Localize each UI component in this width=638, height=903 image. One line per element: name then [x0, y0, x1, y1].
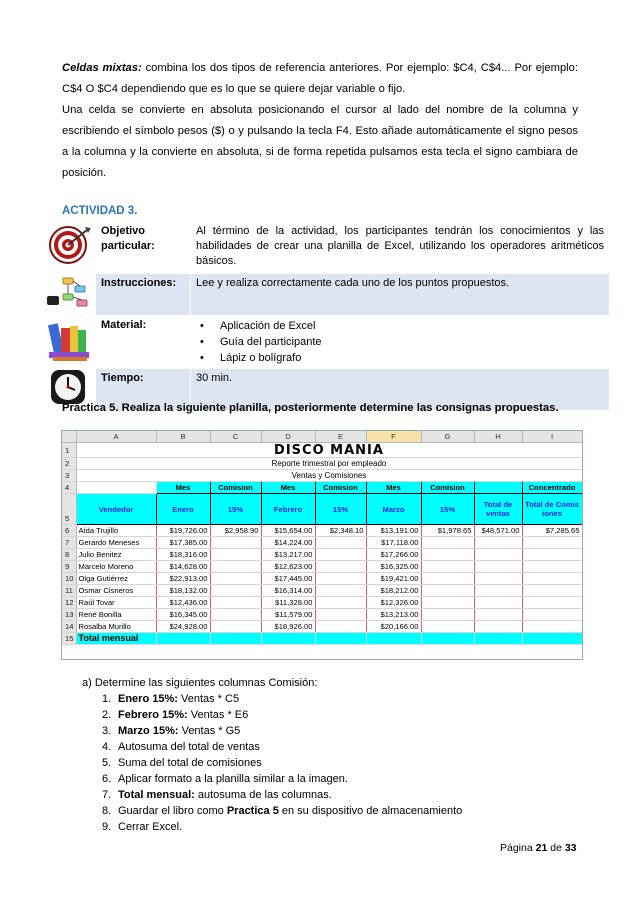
question-pre: Guardar el libro como	[118, 805, 227, 817]
question-text: Cerrar Excel.	[118, 821, 183, 833]
concentrado-header[interactable]: Concentrado	[522, 482, 582, 494]
value-cell[interactable]: $12,623.00	[261, 561, 315, 573]
value-cell[interactable]	[522, 621, 582, 633]
february-header[interactable]: Febrero	[261, 494, 315, 525]
activity-row-instructions	[41, 274, 610, 316]
month-header[interactable]: Mes	[261, 482, 315, 494]
question-text: autosuma de las columnas.	[194, 789, 332, 801]
question-item	[82, 771, 462, 787]
value-cell[interactable]: $20,166.00	[366, 621, 421, 633]
value-cell[interactable]: $16,325.00	[366, 561, 421, 573]
value-cell[interactable]	[474, 621, 522, 633]
value-cell[interactable]: $2,958.90	[210, 525, 261, 537]
total-cell[interactable]	[210, 633, 261, 645]
row-number[interactable]: 8	[62, 549, 76, 561]
row-number[interactable]: 12	[62, 597, 76, 609]
value-cell[interactable]	[421, 597, 474, 609]
value-cell[interactable]: $22,913.00	[156, 573, 210, 585]
seller-name-cell[interactable]: Gerardo Meneses	[76, 537, 156, 549]
time-value: 30 min.	[191, 369, 610, 411]
commission-header[interactable]: Comision	[421, 482, 474, 494]
commission-header[interactable]: Comision	[315, 482, 366, 494]
total-cell[interactable]	[522, 633, 582, 645]
questions-section	[82, 675, 462, 835]
value-cell[interactable]	[474, 537, 522, 549]
total-cell[interactable]	[421, 633, 474, 645]
practice-title: Practica 5. Realiza la siguiente planilla, posteriormente determine las consignas propuestas.	[62, 402, 559, 414]
row-number[interactable]: 15	[62, 633, 76, 645]
question-bold: Febrero 15%:	[118, 709, 188, 721]
material-item: • Guía del participante	[196, 334, 604, 350]
flowchart-icon	[41, 274, 96, 316]
intro-section	[62, 58, 578, 184]
value-cell[interactable]: $11,328.00	[261, 597, 315, 609]
question-text: Ventas * C5	[177, 693, 240, 705]
row-number[interactable]: 3	[62, 470, 76, 482]
value-cell[interactable]	[522, 573, 582, 585]
sheet-row	[62, 609, 582, 621]
seller-name-cell[interactable]: Osmar Cisneros	[76, 585, 156, 597]
seller-name-cell[interactable]: René Bonilla	[76, 609, 156, 621]
value-cell[interactable]	[474, 549, 522, 561]
column-header-row	[62, 431, 582, 443]
value-cell[interactable]	[315, 585, 366, 597]
row-number[interactable]: 11	[62, 585, 76, 597]
value-cell[interactable]	[210, 621, 261, 633]
instructions-label: Instrucciones:	[96, 274, 191, 316]
value-cell[interactable]	[315, 573, 366, 585]
value-cell[interactable]: $7,285.65	[522, 525, 582, 537]
seller-name-cell[interactable]: Julio Benitez	[76, 549, 156, 561]
value-cell[interactable]	[210, 549, 261, 561]
value-cell[interactable]	[522, 609, 582, 621]
sheet-row	[62, 621, 582, 633]
page-number: 21	[535, 842, 548, 854]
books-icon	[41, 316, 96, 369]
sheet-row	[62, 597, 582, 609]
value-cell[interactable]	[474, 561, 522, 573]
value-cell[interactable]: $16,345.00	[156, 609, 210, 621]
march-header[interactable]: Marzo	[366, 494, 421, 525]
value-cell[interactable]: $14,628.00	[156, 561, 210, 573]
value-cell[interactable]	[421, 609, 474, 621]
question-item	[82, 723, 462, 739]
question-text: Suma del total de comisiones	[118, 757, 262, 769]
value-cell[interactable]	[210, 597, 261, 609]
col-header[interactable]: A	[76, 431, 156, 443]
question-number: 2.	[102, 709, 112, 721]
value-cell[interactable]	[522, 549, 582, 561]
mixed-cells-text: combina los dos tipos de referencia anteriores. Por ejemplo: $C4, C$4... Por ejemplo: C$4 O $C4 dependiendo que es lo que se quiere dejar variable o fijo.	[62, 62, 578, 95]
seller-name-cell[interactable]: Aída Trujillo	[76, 525, 156, 537]
value-cell[interactable]: $2,348.10	[315, 525, 366, 537]
value-cell[interactable]: $12,436.00	[156, 597, 210, 609]
footer-prefix: Página	[500, 842, 536, 854]
value-cell[interactable]: $17,266.00	[366, 549, 421, 561]
commission-header[interactable]: Comision	[210, 482, 261, 494]
total-cell[interactable]	[366, 633, 421, 645]
sheet-row	[62, 525, 582, 537]
col-header[interactable]: E	[315, 431, 366, 443]
value-cell[interactable]	[421, 585, 474, 597]
cell[interactable]	[76, 482, 156, 494]
total-sales-header[interactable]: Total de ventas	[474, 494, 522, 525]
value-cell[interactable]: $16,314.00	[261, 585, 315, 597]
value-cell[interactable]: $14,224.00	[261, 537, 315, 549]
sheet-row	[62, 549, 582, 561]
value-cell[interactable]	[315, 549, 366, 561]
col-header[interactable]: I	[522, 431, 582, 443]
value-cell[interactable]	[421, 549, 474, 561]
value-cell[interactable]: $48,571.00	[474, 525, 522, 537]
questions-list	[82, 691, 462, 835]
col-header[interactable]: H	[474, 431, 522, 443]
question-item	[82, 787, 462, 803]
question-number: 7.	[102, 789, 112, 801]
question-text: Ventas * G5	[178, 725, 241, 737]
time-label: Tiempo:	[96, 369, 191, 411]
value-cell[interactable]: $15,654.00	[261, 525, 315, 537]
january-header[interactable]: Enero	[156, 494, 210, 525]
value-cell[interactable]: $18,926.00	[261, 621, 315, 633]
question-bold: Total mensual:	[118, 789, 195, 801]
row-number[interactable]: 2	[62, 458, 76, 470]
value-cell[interactable]	[421, 537, 474, 549]
col-header[interactable]: B	[156, 431, 210, 443]
value-cell[interactable]: $17,445.00	[261, 573, 315, 585]
question-text: Autosuma del total de ventas	[118, 741, 260, 753]
sheet-row	[62, 573, 582, 585]
value-cell[interactable]: $12,326.00	[366, 597, 421, 609]
activity-title: ACTIVIDAD 3.	[62, 205, 138, 217]
spreadsheet-image	[61, 430, 583, 660]
value-cell[interactable]: $18,212.00	[366, 585, 421, 597]
value-cell[interactable]: $13,213.00	[366, 609, 421, 621]
activity-table	[40, 221, 610, 411]
value-cell[interactable]: $17,118.00	[366, 537, 421, 549]
value-cell[interactable]	[210, 573, 261, 585]
value-cell[interactable]	[474, 573, 522, 585]
row-number[interactable]: 4	[62, 482, 76, 494]
target-icon	[41, 222, 96, 274]
question-bold: Marzo 15%:	[118, 725, 179, 737]
seller-header[interactable]: Vendedor	[76, 494, 156, 525]
mixed-cells-term: Celdas mixtas:	[62, 62, 142, 74]
row-number[interactable]: 5	[62, 494, 76, 525]
objective-label: Objetivo particular:	[96, 222, 191, 274]
cell[interactable]	[474, 482, 522, 494]
sheet-subtitle-report[interactable]: Reporte trimestral por empleado	[76, 458, 582, 470]
question-item	[82, 755, 462, 771]
seller-name-cell[interactable]: Marcelo Moreno	[76, 561, 156, 573]
value-cell[interactable]	[522, 537, 582, 549]
question-item	[82, 691, 462, 707]
activity-row-material	[41, 316, 610, 369]
question-number: 4.	[102, 741, 112, 753]
row-number[interactable]: 14	[62, 621, 76, 633]
value-cell[interactable]	[421, 621, 474, 633]
total-commissions-header[interactable]: Total de Comisiones	[522, 494, 582, 525]
row-number[interactable]: 9	[62, 561, 76, 573]
corner-cell[interactable]	[62, 431, 76, 443]
total-cell[interactable]	[156, 633, 210, 645]
row-number[interactable]: 6	[62, 525, 76, 537]
value-cell[interactable]: $19,421.00	[366, 573, 421, 585]
value-cell[interactable]	[315, 597, 366, 609]
material-item: • Lápiz o bolígrafo	[196, 350, 604, 366]
value-cell[interactable]	[474, 609, 522, 621]
page-footer	[500, 842, 577, 854]
total-mensual-label[interactable]: Total mensual	[76, 633, 156, 645]
value-cell[interactable]	[315, 537, 366, 549]
value-cell[interactable]	[210, 585, 261, 597]
row-number[interactable]: 13	[62, 609, 76, 621]
rate-header[interactable]: 15%	[210, 494, 261, 525]
value-cell[interactable]: $13,217.00	[261, 549, 315, 561]
objective-text: Al término de la actividad, los participantes tendrán los conocimientos y las habilidades de crear una planilla de Excel, utilizando los operadores aritméticos básicos.	[191, 222, 610, 274]
total-cell[interactable]	[261, 633, 315, 645]
material-label: Material:	[96, 316, 191, 369]
col-header[interactable]: C	[210, 431, 261, 443]
sheet-row	[62, 561, 582, 573]
col-header[interactable]: G	[421, 431, 474, 443]
value-cell[interactable]	[421, 561, 474, 573]
instructions-text: Lee y realiza correctamente cada uno de los puntos propuestos.	[191, 274, 610, 316]
absolute-cell-paragraph: Una celda se convierte en absoluta posicionando el cursor al lado del nombre de la columna y escribiendo el símbolo pesos ($) o y pulsando la tecla F4. Esto añade automáticamente el signo pesos a la columna y la convierte en absoluta, si de forma repetida pulsamos esta tecla el signo cambiara de posición.	[62, 104, 578, 179]
value-cell[interactable]	[210, 609, 261, 621]
rate-header[interactable]: 15%	[315, 494, 366, 525]
spreadsheet-grid	[62, 431, 583, 645]
question-number: 9.	[102, 821, 112, 833]
seller-name-cell[interactable]: Raúl Tovar	[76, 597, 156, 609]
questions-heading: a) Determine las siguientes columnas Comisión:	[82, 677, 318, 689]
mixed-cells-paragraph	[62, 58, 578, 100]
total-cell[interactable]	[315, 633, 366, 645]
question-number: 8.	[102, 805, 112, 817]
month-header[interactable]: Mes	[156, 482, 210, 494]
sheet-row	[62, 585, 582, 597]
seller-name-cell[interactable]: Rosalba Murillo	[76, 621, 156, 633]
value-cell[interactable]: $11,579.00	[261, 609, 315, 621]
value-cell[interactable]	[315, 621, 366, 633]
col-header[interactable]: D	[261, 431, 315, 443]
sheet-row	[62, 537, 582, 549]
question-number: 5.	[102, 757, 112, 769]
activity-row-objective	[41, 222, 610, 274]
row-number[interactable]: 7	[62, 537, 76, 549]
question-number: 3.	[102, 725, 112, 737]
rate-header[interactable]: 15%	[421, 494, 474, 525]
sheet-data-rows	[62, 525, 582, 633]
material-item: • Aplicación de Excel	[196, 318, 604, 334]
question-item	[82, 819, 462, 835]
seller-name-cell[interactable]: Olga Gutiérrez	[76, 573, 156, 585]
row-number[interactable]: 1	[62, 443, 76, 458]
question-number: 1.	[102, 693, 112, 705]
month-header[interactable]: Mes	[366, 482, 421, 494]
value-cell[interactable]	[522, 561, 582, 573]
total-cell[interactable]	[474, 633, 522, 645]
value-cell[interactable]	[210, 537, 261, 549]
value-cell[interactable]	[315, 561, 366, 573]
footer-mid: de	[547, 842, 565, 854]
value-cell[interactable]	[474, 597, 522, 609]
value-cell[interactable]	[315, 609, 366, 621]
question-item	[82, 803, 462, 819]
value-cell[interactable]: $18,316.00	[156, 549, 210, 561]
question-bold: Enero 15%:	[118, 693, 178, 705]
value-cell[interactable]	[522, 585, 582, 597]
material-list-cell	[191, 316, 610, 369]
value-cell[interactable]: $24,928.00	[156, 621, 210, 633]
value-cell[interactable]	[421, 573, 474, 585]
value-cell[interactable]	[522, 597, 582, 609]
value-cell[interactable]: $17,385.00	[156, 537, 210, 549]
value-cell[interactable]: $19,726.00	[156, 525, 210, 537]
row-number[interactable]: 10	[62, 573, 76, 585]
question-item	[82, 739, 462, 755]
question-bold: Practica 5	[226, 805, 279, 817]
question-text: Aplicar formato a la planilla similar a la imagen.	[118, 773, 348, 785]
page-total: 33	[564, 842, 577, 854]
value-cell[interactable]: $1,978.65	[421, 525, 474, 537]
value-cell[interactable]: $13,191.00	[366, 525, 421, 537]
value-cell[interactable]	[210, 561, 261, 573]
value-cell[interactable]	[474, 585, 522, 597]
sheet-subtitle-sales[interactable]: Ventas y Comisiones	[76, 470, 582, 482]
material-list	[196, 318, 604, 366]
question-text: en su dispositivo de almacenamiento	[278, 805, 463, 817]
question-item	[82, 707, 462, 723]
value-cell[interactable]: $18,132.00	[156, 585, 210, 597]
question-number: 6.	[102, 773, 112, 785]
question-text: Ventas * E6	[187, 709, 249, 721]
sheet-title[interactable]: DISCO MANIA	[76, 443, 582, 458]
col-header-selected[interactable]: F	[366, 431, 421, 443]
